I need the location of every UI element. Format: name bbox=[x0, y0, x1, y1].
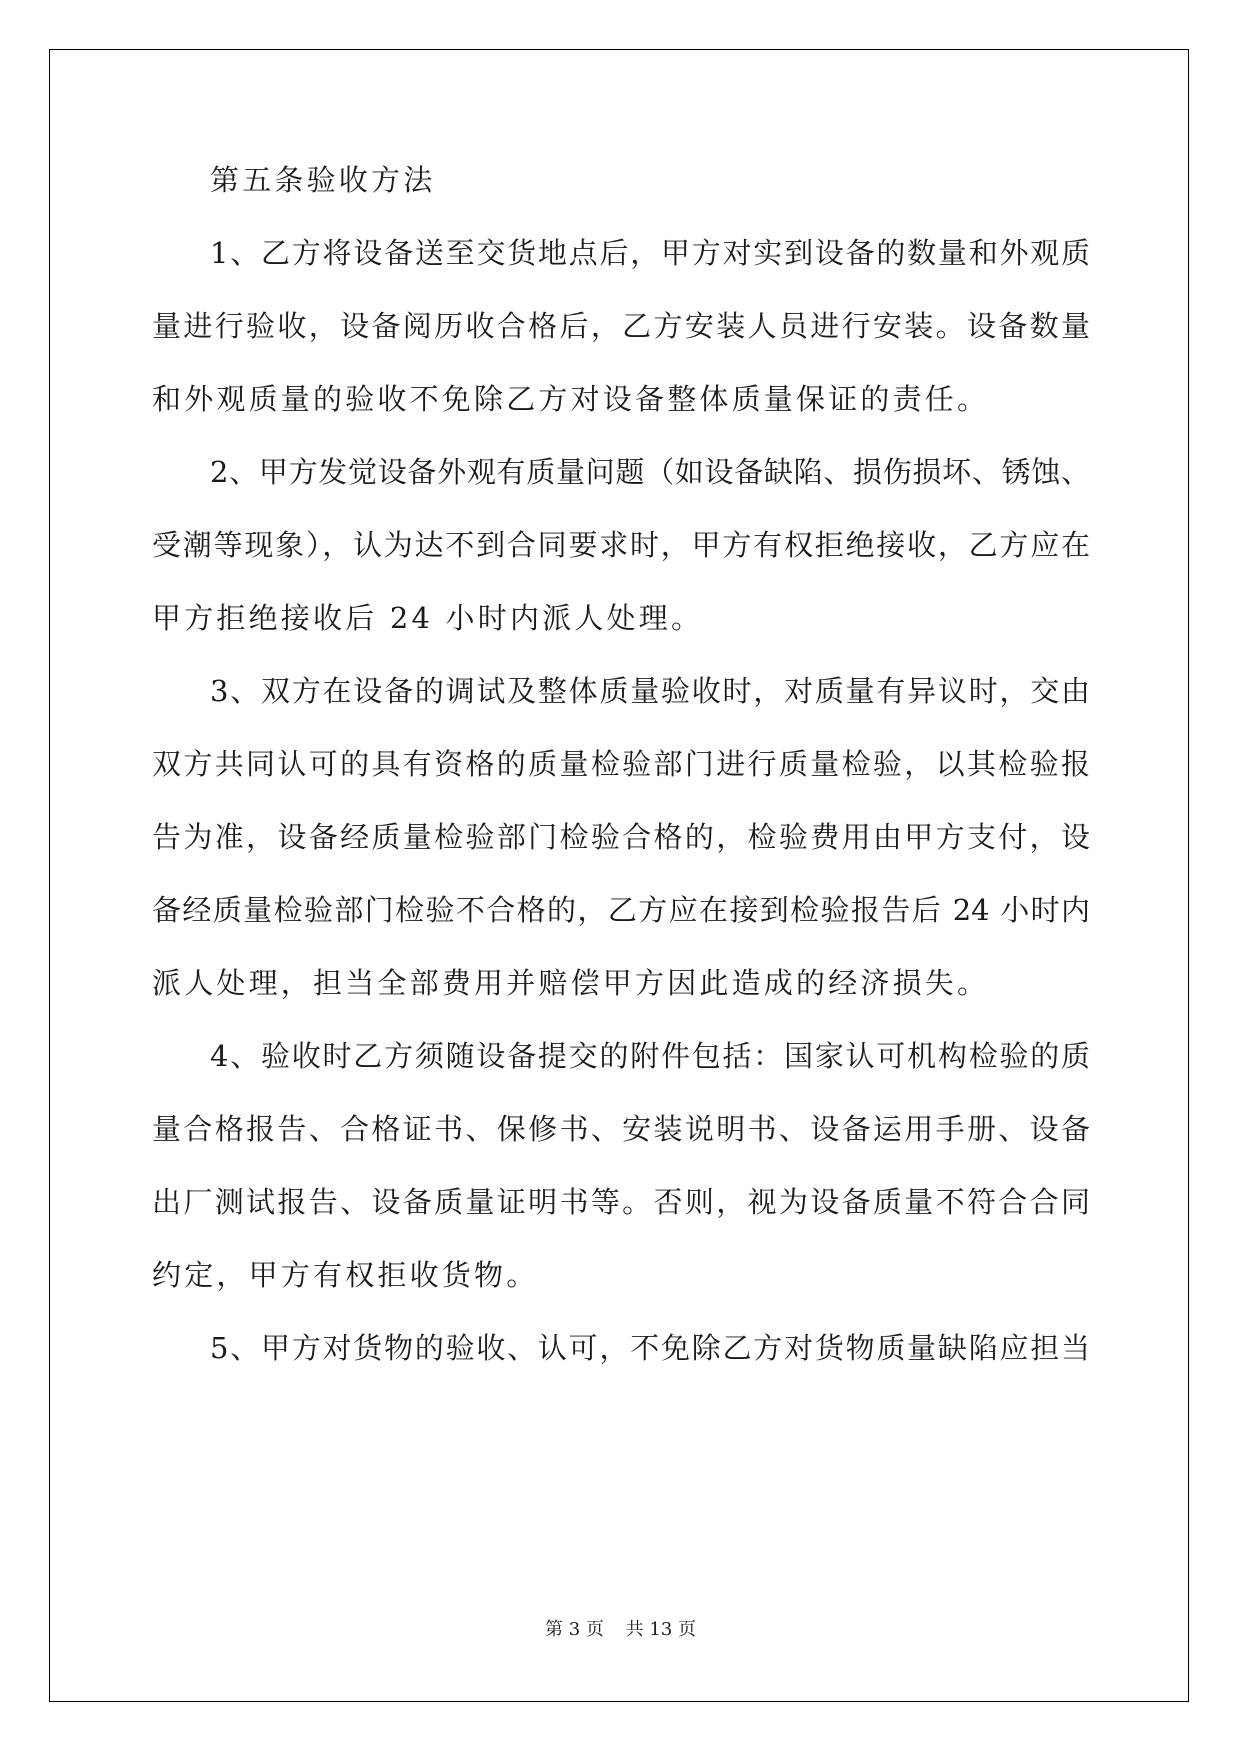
paragraph-1-line-3: 和外观质量的验收不免除乙方对设备整体质量保证的责任。 bbox=[152, 382, 990, 416]
paragraph-4-line-1: 4、验收时乙方须随设备提交的附件包括：国家认可机构检验的质 bbox=[210, 1039, 1090, 1073]
paragraph-3-line-3: 告为准，设备经质量检验部门检验合格的，检验费用由甲方支付，设 bbox=[152, 820, 1090, 854]
paragraph-2-line-1: 2、甲方发觉设备外观有质量问题（如设备缺陷、损伤损坏、锈蚀、 bbox=[210, 455, 1090, 489]
paragraph-3-line-2: 双方共同认可的具有资格的质量检验部门进行质量检验，以其检验报 bbox=[152, 747, 1090, 781]
paragraph-4-line-4: 约定，甲方有权拒收货物。 bbox=[152, 1258, 539, 1292]
paragraph-4-line-3: 出厂测试报告、设备质量证明书等。否则，视为设备质量不符合合同 bbox=[152, 1185, 1090, 1219]
page-number-current: 第 3 页 bbox=[545, 1619, 604, 1640]
paragraph-1-line-1: 1、乙方将设备送至交货地点后，甲方对实到设备的数量和外观质 bbox=[210, 236, 1090, 270]
paragraph-3-line-5: 派人处理，担当全部费用并赔偿甲方因此造成的经济损失。 bbox=[152, 966, 990, 1000]
paragraph-3-line-4: 备经质量检验部门检验不合格的，乙方应在接到检验报告后 24 小时内 bbox=[152, 893, 1090, 927]
page-footer bbox=[0, 1615, 1241, 1641]
section-heading: 第五条验收方法 bbox=[210, 163, 436, 197]
page-border bbox=[49, 49, 1189, 1702]
paragraph-4-line-2: 量合格报告、合格证书、保修书、安装说明书、设备运用手册、设备 bbox=[152, 1112, 1090, 1146]
paragraph-2-line-3: 甲方拒绝接收后 24 小时内派人处理。 bbox=[152, 601, 704, 635]
paragraph-1-line-2: 量进行验收，设备阅历收合格后，乙方安装人员进行安装。设备数量 bbox=[152, 309, 1090, 343]
paragraph-2-line-2: 受潮等现象），认为达不到合同要求时，甲方有权拒绝接收，乙方应在 bbox=[152, 528, 1090, 562]
paragraph-3-line-1: 3、双方在设备的调试及整体质量验收时，对质量有异议时，交由 bbox=[210, 674, 1090, 708]
paragraph-5-line-1: 5、甲方对货物的验收、认可，不免除乙方对货物质量缺陷应担当 bbox=[210, 1331, 1090, 1365]
page-number-total: 共 13 页 bbox=[625, 1619, 696, 1640]
